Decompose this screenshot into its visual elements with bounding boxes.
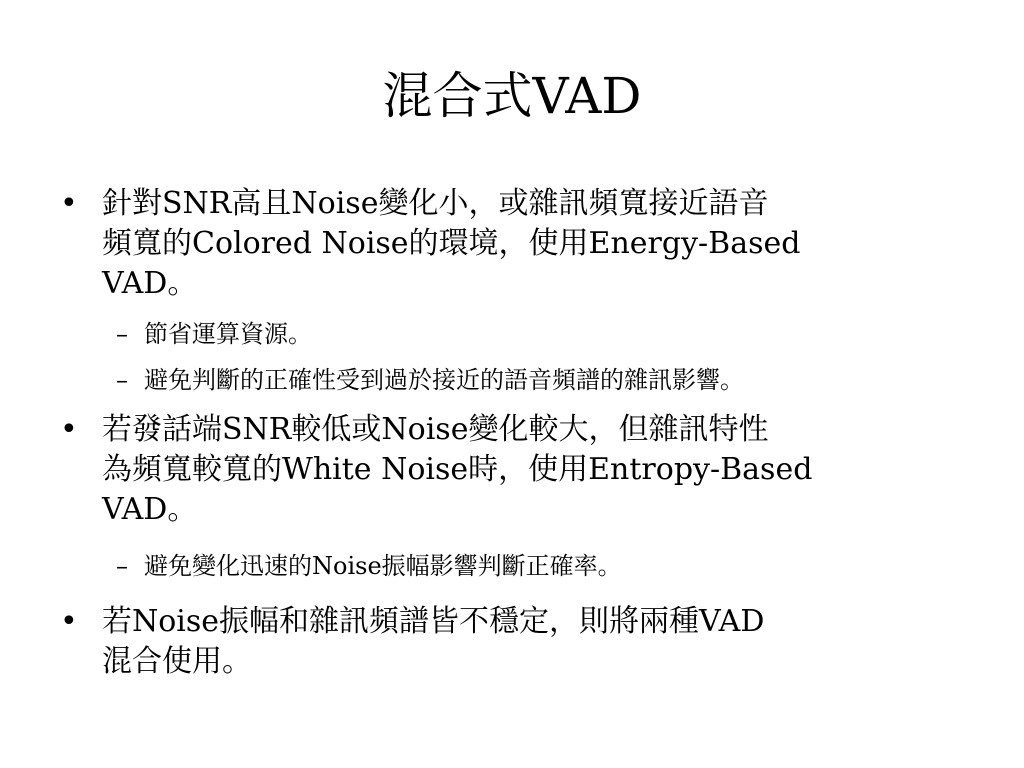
- bullet-line: 若發話端SNR較低或Noise變化較大，但雜訊特性: [102, 412, 769, 447]
- bullet-marker: •: [60, 186, 78, 221]
- sub-bullet-text: 節省運算資源。: [144, 320, 312, 348]
- bullet-line: 混合使用。: [102, 644, 252, 679]
- bullet-line: 頻寬的Colored Noise的環境，使用Energy-Based: [102, 226, 801, 261]
- bullet-line: VAD。: [102, 492, 198, 527]
- bullet-item: [60, 184, 960, 304]
- sub-bullet-text: 避免判斷的正確性受到過於接近的語音頻譜的雜訊影響。: [144, 366, 744, 394]
- bullet-item: [60, 410, 960, 530]
- slide-content: [60, 184, 960, 682]
- sub-bullet-item: [60, 364, 960, 396]
- bullet-marker: •: [60, 604, 78, 639]
- slide-title: 混合式VAD: [382, 67, 642, 125]
- bullet-marker: •: [60, 412, 78, 447]
- sub-bullet-marker: –: [116, 552, 128, 580]
- sub-bullet-item: [60, 318, 960, 350]
- bullet-line: 為頻寬較寬的White Noise時，使用Entropy-Based: [102, 452, 813, 487]
- sub-bullet-marker: –: [116, 320, 128, 348]
- sub-bullet-marker: –: [116, 366, 128, 394]
- sub-bullet-text: 避免變化迅速的Noise振幅影響判斷正確率。: [144, 552, 622, 580]
- bullet-line: VAD。: [102, 266, 198, 301]
- bullet-line: 針對SNR高且Noise變化小，或雜訊頻寬接近語音: [102, 186, 769, 221]
- sub-bullet-item: [60, 550, 960, 582]
- bullet-line: 若Noise振幅和雜訊頻譜皆不穩定，則將兩種VAD: [102, 604, 765, 639]
- bullet-item: [60, 602, 960, 682]
